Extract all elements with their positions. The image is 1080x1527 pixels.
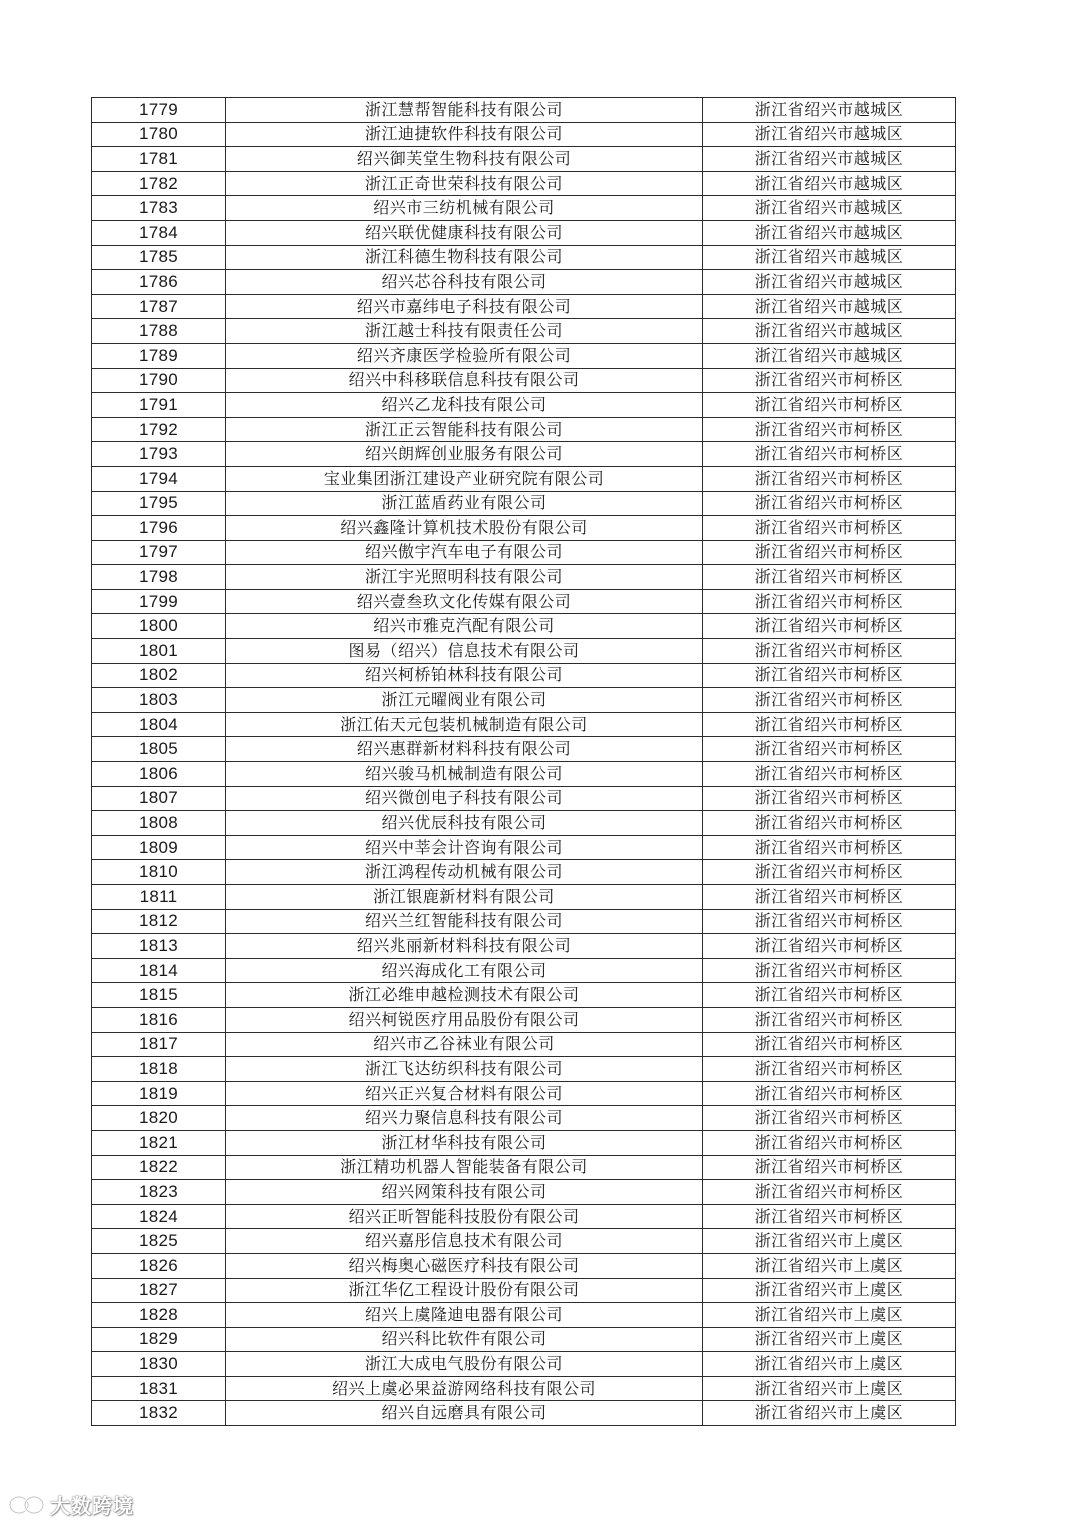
table-row <box>92 1180 956 1205</box>
row-number-cell: 1795 <box>92 491 226 516</box>
company-name-cell: 绍兴中科移联信息科技有限公司 <box>226 368 703 393</box>
company-name-cell: 绍兴市三纺机械有限公司 <box>226 196 703 221</box>
region-cell: 浙江省绍兴市柯桥区 <box>703 663 956 688</box>
row-number-cell: 1803 <box>92 688 226 713</box>
company-name-cell: 浙江正奇世荣科技有限公司 <box>226 171 703 196</box>
row-number-cell: 1800 <box>92 614 226 639</box>
table-row <box>92 442 956 467</box>
row-number-cell: 1821 <box>92 1130 226 1155</box>
company-name-cell: 绍兴骏马机械制造有限公司 <box>226 762 703 787</box>
table-row <box>92 417 956 442</box>
region-cell: 浙江省绍兴市越城区 <box>703 147 956 172</box>
region-cell: 浙江省绍兴市柯桥区 <box>703 688 956 713</box>
table-row <box>92 934 956 959</box>
region-cell: 浙江省绍兴市越城区 <box>703 270 956 295</box>
table-row <box>92 712 956 737</box>
region-cell: 浙江省绍兴市上虞区 <box>703 1327 956 1352</box>
region-cell: 浙江省绍兴市柯桥区 <box>703 934 956 959</box>
table-row <box>92 1327 956 1352</box>
region-cell: 浙江省绍兴市上虞区 <box>703 1352 956 1377</box>
row-number-cell: 1796 <box>92 516 226 541</box>
company-name-cell: 绍兴柯桥铂林科技有限公司 <box>226 663 703 688</box>
row-number-cell: 1792 <box>92 417 226 442</box>
company-name-cell: 浙江鸿程传动机械有限公司 <box>226 860 703 885</box>
company-name-cell: 绍兴正兴复合材料有限公司 <box>226 1081 703 1106</box>
company-name-cell: 绍兴力聚信息科技有限公司 <box>226 1106 703 1131</box>
brand-logo-icon <box>8 1493 46 1517</box>
table-row <box>92 614 956 639</box>
company-name-cell: 浙江必维申越检测技术有限公司 <box>226 983 703 1008</box>
table-row <box>92 196 956 221</box>
company-name-cell: 绍兴正昕智能科技股份有限公司 <box>226 1204 703 1229</box>
table-row <box>92 516 956 541</box>
row-number-cell: 1807 <box>92 786 226 811</box>
region-cell: 浙江省绍兴市柯桥区 <box>703 885 956 910</box>
table-row <box>92 909 956 934</box>
table-row <box>92 639 956 664</box>
table-row <box>92 220 956 245</box>
table-row <box>92 1278 956 1303</box>
table-row <box>92 885 956 910</box>
region-cell: 浙江省绍兴市柯桥区 <box>703 565 956 590</box>
region-cell: 浙江省绍兴市柯桥区 <box>703 491 956 516</box>
company-name-cell: 浙江迪捷软件科技有限公司 <box>226 122 703 147</box>
company-name-cell: 绍兴嘉彤信息技术有限公司 <box>226 1229 703 1254</box>
table-row <box>92 1081 956 1106</box>
company-name-cell: 绍兴上虞必果益游网络科技有限公司 <box>226 1376 703 1401</box>
company-name-cell: 浙江元曜阀业有限公司 <box>226 688 703 713</box>
row-number-cell: 1791 <box>92 393 226 418</box>
table-row <box>92 958 956 983</box>
region-cell: 浙江省绍兴市柯桥区 <box>703 958 956 983</box>
table-row <box>92 860 956 885</box>
region-cell: 浙江省绍兴市越城区 <box>703 245 956 270</box>
region-cell: 浙江省绍兴市柯桥区 <box>703 1007 956 1032</box>
company-table <box>91 97 956 1426</box>
table-row <box>92 565 956 590</box>
region-cell: 浙江省绍兴市柯桥区 <box>703 983 956 1008</box>
region-cell: 浙江省绍兴市越城区 <box>703 220 956 245</box>
table-row <box>92 1106 956 1131</box>
watermark-text: 大数跨境 <box>50 1494 134 1518</box>
company-name-cell: 绍兴市乙谷袜业有限公司 <box>226 1032 703 1057</box>
table-row <box>92 835 956 860</box>
row-number-cell: 1823 <box>92 1180 226 1205</box>
region-cell: 浙江省绍兴市柯桥区 <box>703 466 956 491</box>
table-row <box>92 466 956 491</box>
row-number-cell: 1830 <box>92 1352 226 1377</box>
region-cell: 浙江省绍兴市越城区 <box>703 98 956 123</box>
company-name-cell: 浙江银鹿新材料有限公司 <box>226 885 703 910</box>
region-cell: 浙江省绍兴市柯桥区 <box>703 614 956 639</box>
table-row <box>92 393 956 418</box>
company-name-cell: 浙江精功机器人智能装备有限公司 <box>226 1155 703 1180</box>
row-number-cell: 1786 <box>92 270 226 295</box>
row-number-cell: 1822 <box>92 1155 226 1180</box>
region-cell: 浙江省绍兴市柯桥区 <box>703 516 956 541</box>
table-row <box>92 270 956 295</box>
row-number-cell: 1797 <box>92 540 226 565</box>
region-cell: 浙江省绍兴市柯桥区 <box>703 835 956 860</box>
region-cell: 浙江省绍兴市柯桥区 <box>703 712 956 737</box>
row-number-cell: 1814 <box>92 958 226 983</box>
company-name-cell: 绍兴齐康医学检验所有限公司 <box>226 343 703 368</box>
row-number-cell: 1798 <box>92 565 226 590</box>
region-cell: 浙江省绍兴市柯桥区 <box>703 393 956 418</box>
row-number-cell: 1790 <box>92 368 226 393</box>
row-number-cell: 1827 <box>92 1278 226 1303</box>
company-name-cell: 绍兴网策科技有限公司 <box>226 1180 703 1205</box>
row-number-cell: 1785 <box>92 245 226 270</box>
row-number-cell: 1810 <box>92 860 226 885</box>
region-cell: 浙江省绍兴市柯桥区 <box>703 1032 956 1057</box>
row-number-cell: 1826 <box>92 1253 226 1278</box>
company-name-cell: 绍兴朗辉创业服务有限公司 <box>226 442 703 467</box>
region-cell: 浙江省绍兴市柯桥区 <box>703 1081 956 1106</box>
company-name-cell: 绍兴优辰科技有限公司 <box>226 811 703 836</box>
region-cell: 浙江省绍兴市柯桥区 <box>703 1130 956 1155</box>
row-number-cell: 1819 <box>92 1081 226 1106</box>
row-number-cell: 1783 <box>92 196 226 221</box>
row-number-cell: 1817 <box>92 1032 226 1057</box>
region-cell: 浙江省绍兴市越城区 <box>703 196 956 221</box>
region-cell: 浙江省绍兴市柯桥区 <box>703 368 956 393</box>
region-cell: 浙江省绍兴市越城区 <box>703 171 956 196</box>
region-cell: 浙江省绍兴市柯桥区 <box>703 417 956 442</box>
row-number-cell: 1825 <box>92 1229 226 1254</box>
row-number-cell: 1787 <box>92 294 226 319</box>
row-number-cell: 1779 <box>92 98 226 123</box>
table-row <box>92 319 956 344</box>
row-number-cell: 1808 <box>92 811 226 836</box>
region-cell: 浙江省绍兴市上虞区 <box>703 1401 956 1426</box>
company-name-cell: 浙江飞达纺织科技有限公司 <box>226 1057 703 1082</box>
row-number-cell: 1832 <box>92 1401 226 1426</box>
row-number-cell: 1829 <box>92 1327 226 1352</box>
region-cell: 浙江省绍兴市柯桥区 <box>703 1106 956 1131</box>
table-row <box>92 737 956 762</box>
region-cell: 浙江省绍兴市柯桥区 <box>703 1180 956 1205</box>
row-number-cell: 1828 <box>92 1303 226 1328</box>
row-number-cell: 1809 <box>92 835 226 860</box>
region-cell: 浙江省绍兴市上虞区 <box>703 1229 956 1254</box>
row-number-cell: 1793 <box>92 442 226 467</box>
company-name-cell: 绍兴兰红智能科技有限公司 <box>226 909 703 934</box>
company-name-cell: 绍兴自远磨具有限公司 <box>226 1401 703 1426</box>
row-number-cell: 1789 <box>92 343 226 368</box>
region-cell: 浙江省绍兴市越城区 <box>703 122 956 147</box>
company-name-cell: 浙江越士科技有限责任公司 <box>226 319 703 344</box>
region-cell: 浙江省绍兴市越城区 <box>703 294 956 319</box>
company-name-cell: 绍兴鑫隆计算机技术股份有限公司 <box>226 516 703 541</box>
region-cell: 浙江省绍兴市上虞区 <box>703 1303 956 1328</box>
company-name-cell: 绍兴科比软件有限公司 <box>226 1327 703 1352</box>
table-row <box>92 1130 956 1155</box>
table-row <box>92 540 956 565</box>
region-cell: 浙江省绍兴市柯桥区 <box>703 1204 956 1229</box>
row-number-cell: 1780 <box>92 122 226 147</box>
row-number-cell: 1813 <box>92 934 226 959</box>
region-cell: 浙江省绍兴市柯桥区 <box>703 639 956 664</box>
region-cell: 浙江省绍兴市越城区 <box>703 319 956 344</box>
table-row <box>92 983 956 1008</box>
row-number-cell: 1824 <box>92 1204 226 1229</box>
company-name-cell: 宝业集团浙江建设产业研究院有限公司 <box>226 466 703 491</box>
company-name-cell: 绍兴联优健康科技有限公司 <box>226 220 703 245</box>
company-name-cell: 绍兴市嘉纬电子科技有限公司 <box>226 294 703 319</box>
company-name-cell: 浙江佑天元包装机械制造有限公司 <box>226 712 703 737</box>
company-name-cell: 浙江材华科技有限公司 <box>226 1130 703 1155</box>
region-cell: 浙江省绍兴市柯桥区 <box>703 860 956 885</box>
region-cell: 浙江省绍兴市柯桥区 <box>703 786 956 811</box>
region-cell: 浙江省绍兴市柯桥区 <box>703 1057 956 1082</box>
table-row <box>92 368 956 393</box>
company-name-cell: 浙江大成电气股份有限公司 <box>226 1352 703 1377</box>
company-name-cell: 绍兴惠群新材料科技有限公司 <box>226 737 703 762</box>
row-number-cell: 1805 <box>92 737 226 762</box>
region-cell: 浙江省绍兴市柯桥区 <box>703 442 956 467</box>
row-number-cell: 1811 <box>92 885 226 910</box>
region-cell: 浙江省绍兴市上虞区 <box>703 1278 956 1303</box>
row-number-cell: 1799 <box>92 589 226 614</box>
company-table-body <box>92 98 956 1426</box>
table-row <box>92 343 956 368</box>
row-number-cell: 1818 <box>92 1057 226 1082</box>
table-row <box>92 1057 956 1082</box>
row-number-cell: 1802 <box>92 663 226 688</box>
row-number-cell: 1820 <box>92 1106 226 1131</box>
table-row <box>92 147 956 172</box>
table-row <box>92 1352 956 1377</box>
table-row <box>92 663 956 688</box>
table-row <box>92 1376 956 1401</box>
row-number-cell: 1806 <box>92 762 226 787</box>
region-cell: 浙江省绍兴市柯桥区 <box>703 909 956 934</box>
table-row <box>92 1303 956 1328</box>
company-name-cell: 绍兴微创电子科技有限公司 <box>226 786 703 811</box>
row-number-cell: 1781 <box>92 147 226 172</box>
table-row <box>92 762 956 787</box>
company-name-cell: 绍兴海成化工有限公司 <box>226 958 703 983</box>
company-name-cell: 浙江正云智能科技有限公司 <box>226 417 703 442</box>
company-name-cell: 绍兴市雅克汽配有限公司 <box>226 614 703 639</box>
company-name-cell: 浙江科德生物科技有限公司 <box>226 245 703 270</box>
table-row <box>92 294 956 319</box>
company-name-cell: 绍兴乙龙科技有限公司 <box>226 393 703 418</box>
row-number-cell: 1784 <box>92 220 226 245</box>
table-row <box>92 1253 956 1278</box>
row-number-cell: 1812 <box>92 909 226 934</box>
company-name-cell: 绍兴柯锐医疗用品股份有限公司 <box>226 1007 703 1032</box>
table-row <box>92 245 956 270</box>
table-row <box>92 688 956 713</box>
table-row <box>92 1155 956 1180</box>
company-name-cell: 浙江慧帮智能科技有限公司 <box>226 98 703 123</box>
row-number-cell: 1782 <box>92 171 226 196</box>
row-number-cell: 1804 <box>92 712 226 737</box>
row-number-cell: 1816 <box>92 1007 226 1032</box>
table-row <box>92 786 956 811</box>
company-name-cell: 绍兴梅奥心磁医疗科技有限公司 <box>226 1253 703 1278</box>
region-cell: 浙江省绍兴市越城区 <box>703 343 956 368</box>
row-number-cell: 1794 <box>92 466 226 491</box>
region-cell: 浙江省绍兴市柯桥区 <box>703 1155 956 1180</box>
company-name-cell: 浙江宇光照明科技有限公司 <box>226 565 703 590</box>
company-name-cell: 绍兴御芙堂生物科技有限公司 <box>226 147 703 172</box>
row-number-cell: 1815 <box>92 983 226 1008</box>
table-row <box>92 1032 956 1057</box>
company-name-cell: 绍兴壹叁玖文化传媒有限公司 <box>226 589 703 614</box>
region-cell: 浙江省绍兴市柯桥区 <box>703 737 956 762</box>
table-row <box>92 1007 956 1032</box>
company-name-cell: 绍兴芯谷科技有限公司 <box>226 270 703 295</box>
row-number-cell: 1788 <box>92 319 226 344</box>
table-row <box>92 589 956 614</box>
region-cell: 浙江省绍兴市柯桥区 <box>703 589 956 614</box>
table-row <box>92 1229 956 1254</box>
company-name-cell: 绍兴兆丽新材料科技有限公司 <box>226 934 703 959</box>
row-number-cell: 1831 <box>92 1376 226 1401</box>
company-name-cell: 绍兴中莘会计咨询有限公司 <box>226 835 703 860</box>
region-cell: 浙江省绍兴市柯桥区 <box>703 762 956 787</box>
watermark <box>8 1490 134 1519</box>
company-name-cell: 绍兴上虞隆迪电器有限公司 <box>226 1303 703 1328</box>
company-name-cell: 浙江华亿工程设计股份有限公司 <box>226 1278 703 1303</box>
region-cell: 浙江省绍兴市柯桥区 <box>703 540 956 565</box>
table-row <box>92 491 956 516</box>
company-name-cell: 绍兴傲宇汽车电子有限公司 <box>226 540 703 565</box>
region-cell: 浙江省绍兴市上虞区 <box>703 1253 956 1278</box>
table-row <box>92 1204 956 1229</box>
company-name-cell: 图易（绍兴）信息技术有限公司 <box>226 639 703 664</box>
region-cell: 浙江省绍兴市上虞区 <box>703 1376 956 1401</box>
table-row <box>92 122 956 147</box>
company-list-sheet <box>91 97 956 1426</box>
row-number-cell: 1801 <box>92 639 226 664</box>
company-name-cell: 浙江蓝盾药业有限公司 <box>226 491 703 516</box>
table-row <box>92 98 956 123</box>
region-cell: 浙江省绍兴市柯桥区 <box>703 811 956 836</box>
table-row <box>92 171 956 196</box>
table-row <box>92 811 956 836</box>
table-row <box>92 1401 956 1426</box>
